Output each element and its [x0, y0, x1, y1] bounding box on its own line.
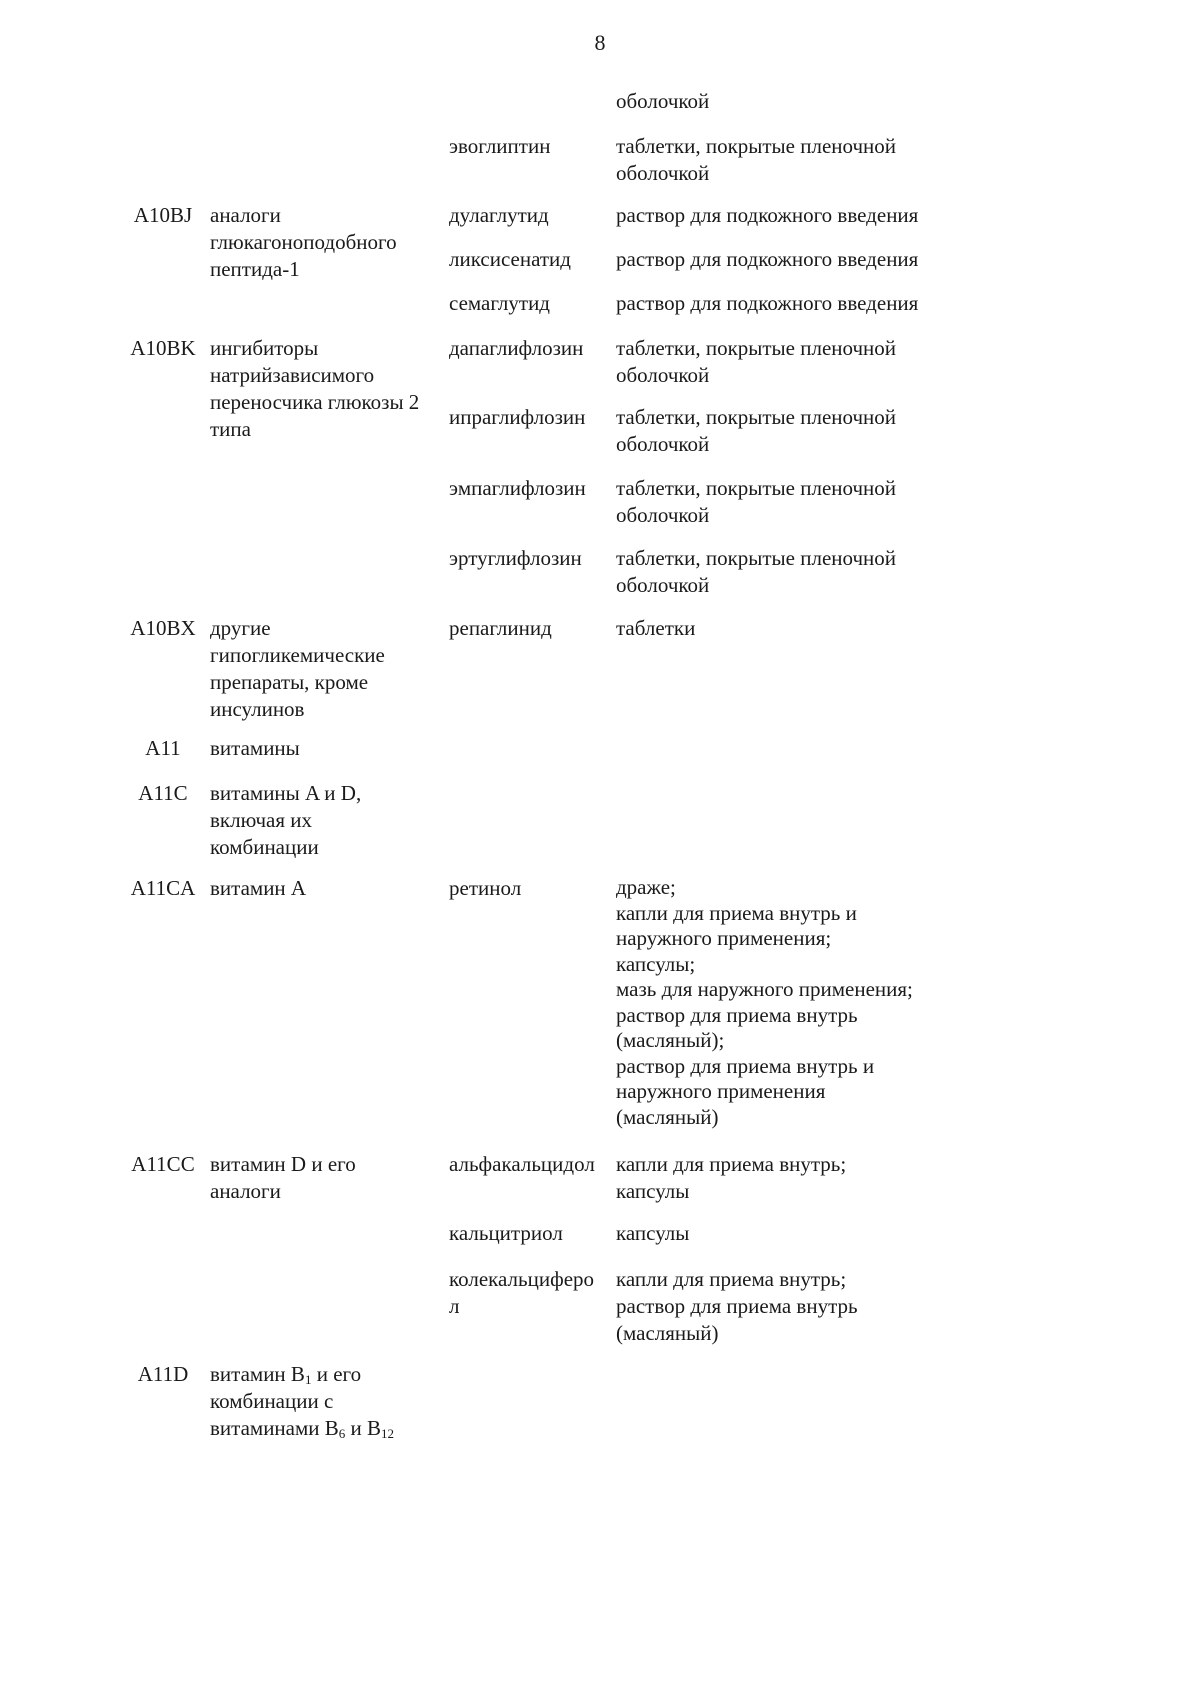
drug-name: кальцитриол — [449, 1221, 563, 1245]
dosage-form: капсулы — [616, 1221, 690, 1245]
atc-group: витамины A и D, включая их комбинации — [210, 781, 362, 859]
drug-name: эвоглиптин — [449, 134, 551, 158]
dosage-form: раствор для подкожного введения — [616, 247, 919, 271]
dosage-form: раствор для подкожного введения — [616, 291, 919, 315]
drug-name: дапаглифлозин — [449, 336, 584, 360]
dosage-form: таблетки, покрытые пленочной оболочкой — [616, 134, 897, 185]
atc-group: витамин D и его аналоги — [210, 1152, 356, 1203]
dosage-form: таблетки, покрытые пленочной оболочкой — [616, 405, 897, 456]
atc-group: витамин A — [210, 876, 307, 900]
drug-name: семаглутид — [449, 291, 550, 315]
dosage-form: оболочкой — [616, 89, 710, 113]
atc-code: A10BX — [130, 616, 196, 640]
drug-name: ретинол — [449, 876, 522, 900]
page-number: 8 — [594, 30, 606, 55]
drug-name: ипраглифлозин — [449, 405, 586, 429]
atc-group: аналоги глюкагоноподобного пептида-1 — [210, 203, 397, 281]
dosage-form: драже; капли для приема внутрь и наружного применения; капсулы; мазь для наружного применения; раствор для приема внутрь (масляный); раствор для приема внутрь и наружного применения (масляный) — [616, 875, 913, 1129]
dosage-form: раствор для подкожного введения — [616, 203, 919, 227]
dosage-form: капли для приема внутрь; раствор для приема внутрь (масляный) — [616, 1267, 858, 1345]
atc-code: A11CC — [131, 1152, 195, 1176]
atc-code: A11C — [138, 781, 188, 805]
drug-name: ликсисенатид — [449, 247, 571, 271]
dosage-form: таблетки — [616, 616, 696, 640]
drug-name: альфакальцидол — [449, 1152, 595, 1176]
atc-code: A10BK — [130, 336, 196, 360]
dosage-form: капли для приема внутрь; капсулы — [616, 1152, 847, 1203]
drug-name: эмпаглифлозин — [449, 476, 586, 500]
dosage-form: таблетки, покрытые пленочной оболочкой — [616, 476, 897, 527]
atc-group: ингибиторы натрийзависимого переносчика глюкозы 2 типа — [210, 336, 420, 441]
drug-name: репаглинид — [449, 616, 552, 640]
atc-code: A11D — [137, 1362, 189, 1386]
atc-group: другие гипогликемические препараты, кроме инсулинов — [210, 616, 385, 721]
dosage-form: таблетки, покрытые пленочной оболочкой — [616, 336, 897, 387]
atc-code: A10BJ — [133, 203, 193, 227]
drug-name: эртуглифлозин — [449, 546, 582, 570]
atc-group: витамин $B_1$ и его комбинации с витаминами $B_6$ и $B_{12}$ — [210, 1362, 395, 1442]
atc-group: витамины — [210, 736, 300, 760]
atc-code: A11CA — [130, 876, 196, 900]
atc-code: A11 — [145, 736, 181, 760]
dosage-form: таблетки, покрытые пленочной оболочкой — [616, 546, 897, 597]
drug-name: колекальциферо л — [449, 1267, 595, 1318]
drug-name: дулаглутид — [449, 203, 549, 227]
